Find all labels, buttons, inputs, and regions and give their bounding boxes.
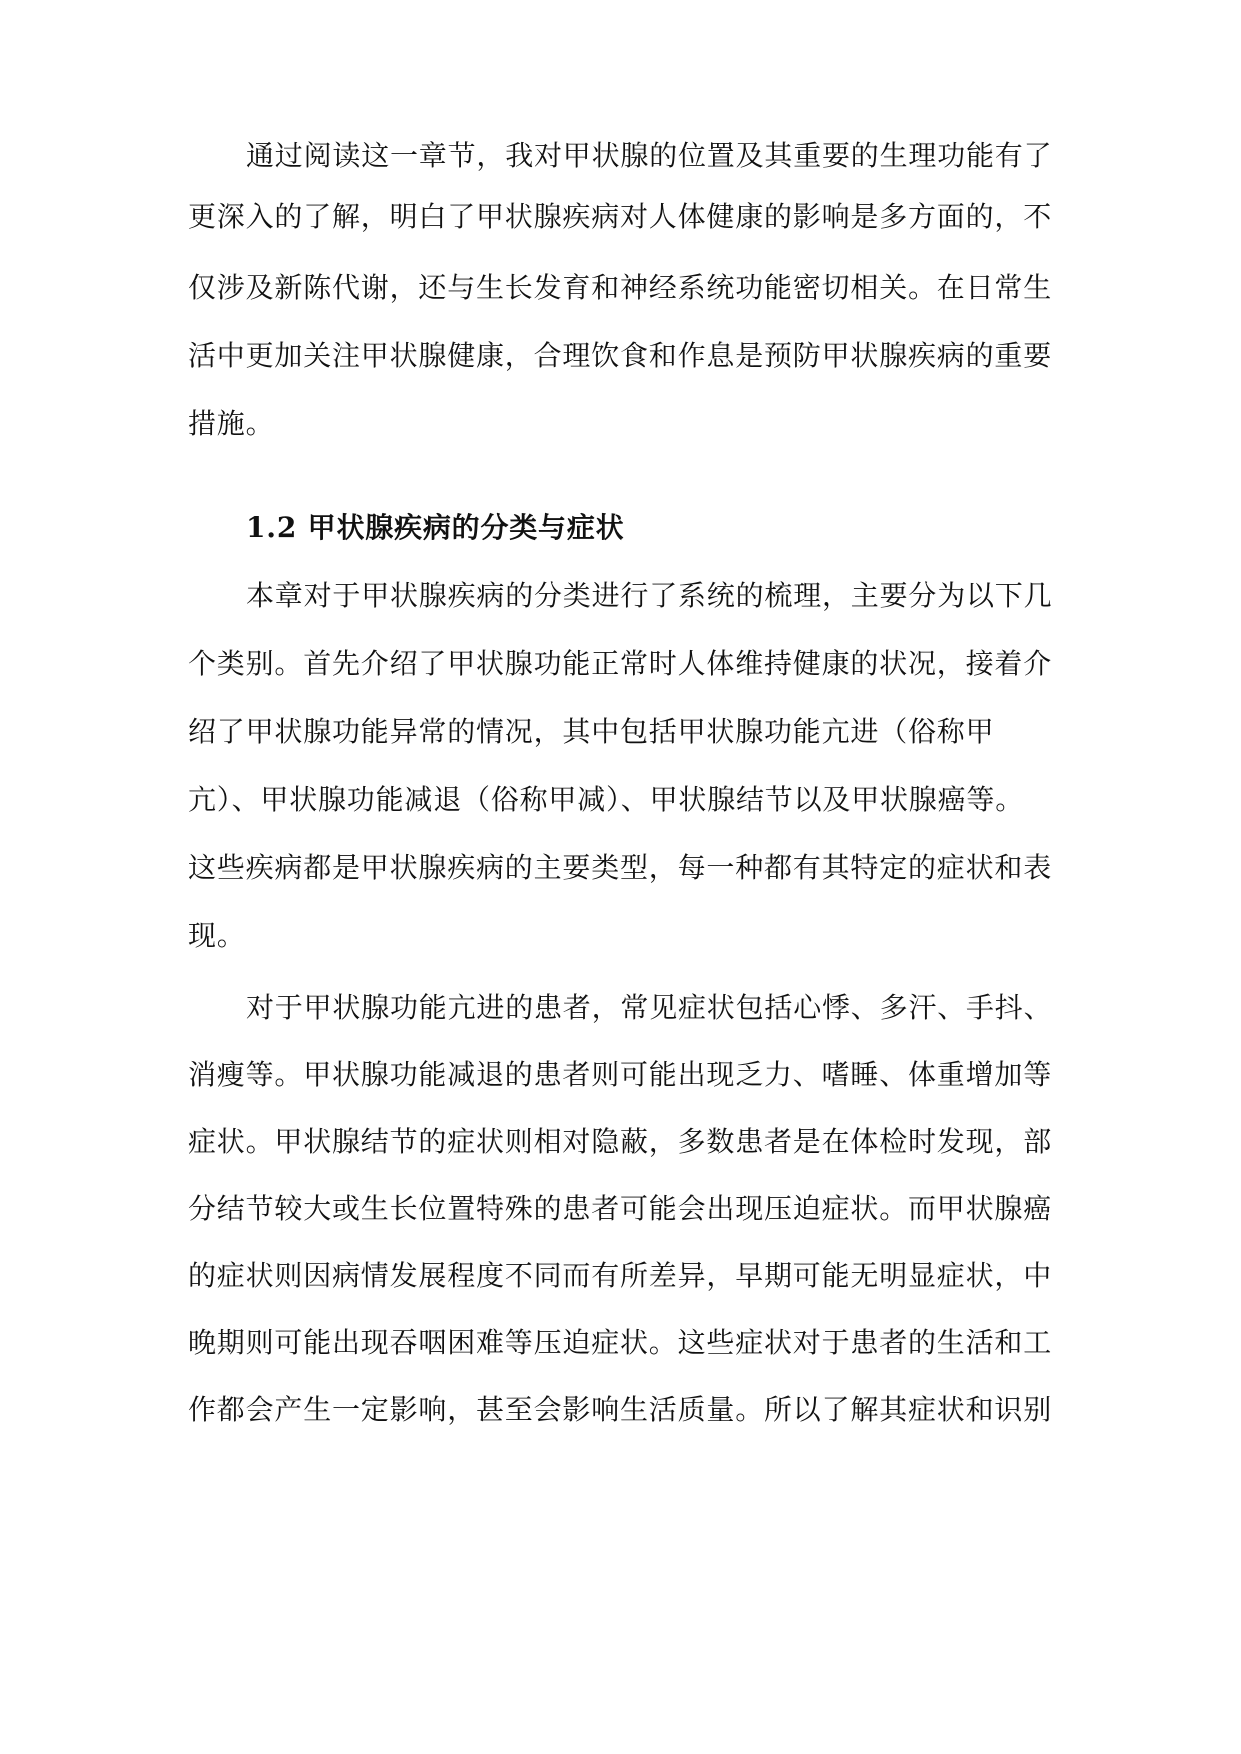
paragraph-line: 现。 <box>188 919 246 952</box>
paragraph-line: 分结节较大或生长位置特殊的患者可能会出现压迫症状。而甲状腺癌 <box>188 1192 1053 1225</box>
paragraph-line: 本章对于甲状腺疾病的分类进行了系统的梳理，主要分为以下几 <box>246 579 1053 612</box>
paragraph-line: 症状。甲状腺结节的症状则相对隐蔽，多数患者是在体检时发现，部 <box>188 1125 1053 1158</box>
paragraph-line: 消瘦等。甲状腺功能减退的患者则可能出现乏力、嗜睡、体重增加等 <box>188 1058 1053 1091</box>
paragraph-line: 作都会产生一定影响，甚至会影响生活质量。所以了解其症状和识别 <box>188 1393 1053 1426</box>
paragraph-line: 通过阅读这一章节，我对甲状腺的位置及其重要的生理功能有了 <box>246 139 1053 172</box>
paragraph-line: 这些疾病都是甲状腺疾病的主要类型，每一种都有其特定的症状和表 <box>188 851 1053 884</box>
paragraph-line: 个类别。首先介绍了甲状腺功能正常时人体维持健康的状况，接着介 <box>188 647 1053 680</box>
paragraph-line: 亢）、甲状腺功能减退（俗称甲减）、甲状腺结节以及甲状腺癌等。 <box>188 783 1025 816</box>
paragraph-line: 活中更加关注甲状腺健康，合理饮食和作息是预防甲状腺疾病的重要 <box>188 339 1053 372</box>
paragraph-line: 的症状则因病情发展程度不同而有所差异，早期可能无明显症状，中 <box>188 1259 1053 1292</box>
section-heading: 1.2 甲状腺疾病的分类与症状 <box>246 511 625 544</box>
paragraph-line: 晚期则可能出现吞咽困难等压迫症状。这些症状对于患者的生活和工 <box>188 1326 1053 1359</box>
paragraph-line: 措施。 <box>188 407 275 440</box>
paragraph-line: 对于甲状腺功能亢进的患者，常见症状包括心悸、多汗、手抖、 <box>246 991 1053 1024</box>
paragraph-line: 绍了甲状腺功能异常的情况，其中包括甲状腺功能亢进（俗称甲 <box>188 715 995 748</box>
paragraph-line: 更深入的了解，明白了甲状腺疾病对人体健康的影响是多方面的，不 <box>188 200 1053 233</box>
paragraph-line: 仅涉及新陈代谢，还与生长发育和神经系统功能密切相关。在日常生 <box>188 271 1053 304</box>
